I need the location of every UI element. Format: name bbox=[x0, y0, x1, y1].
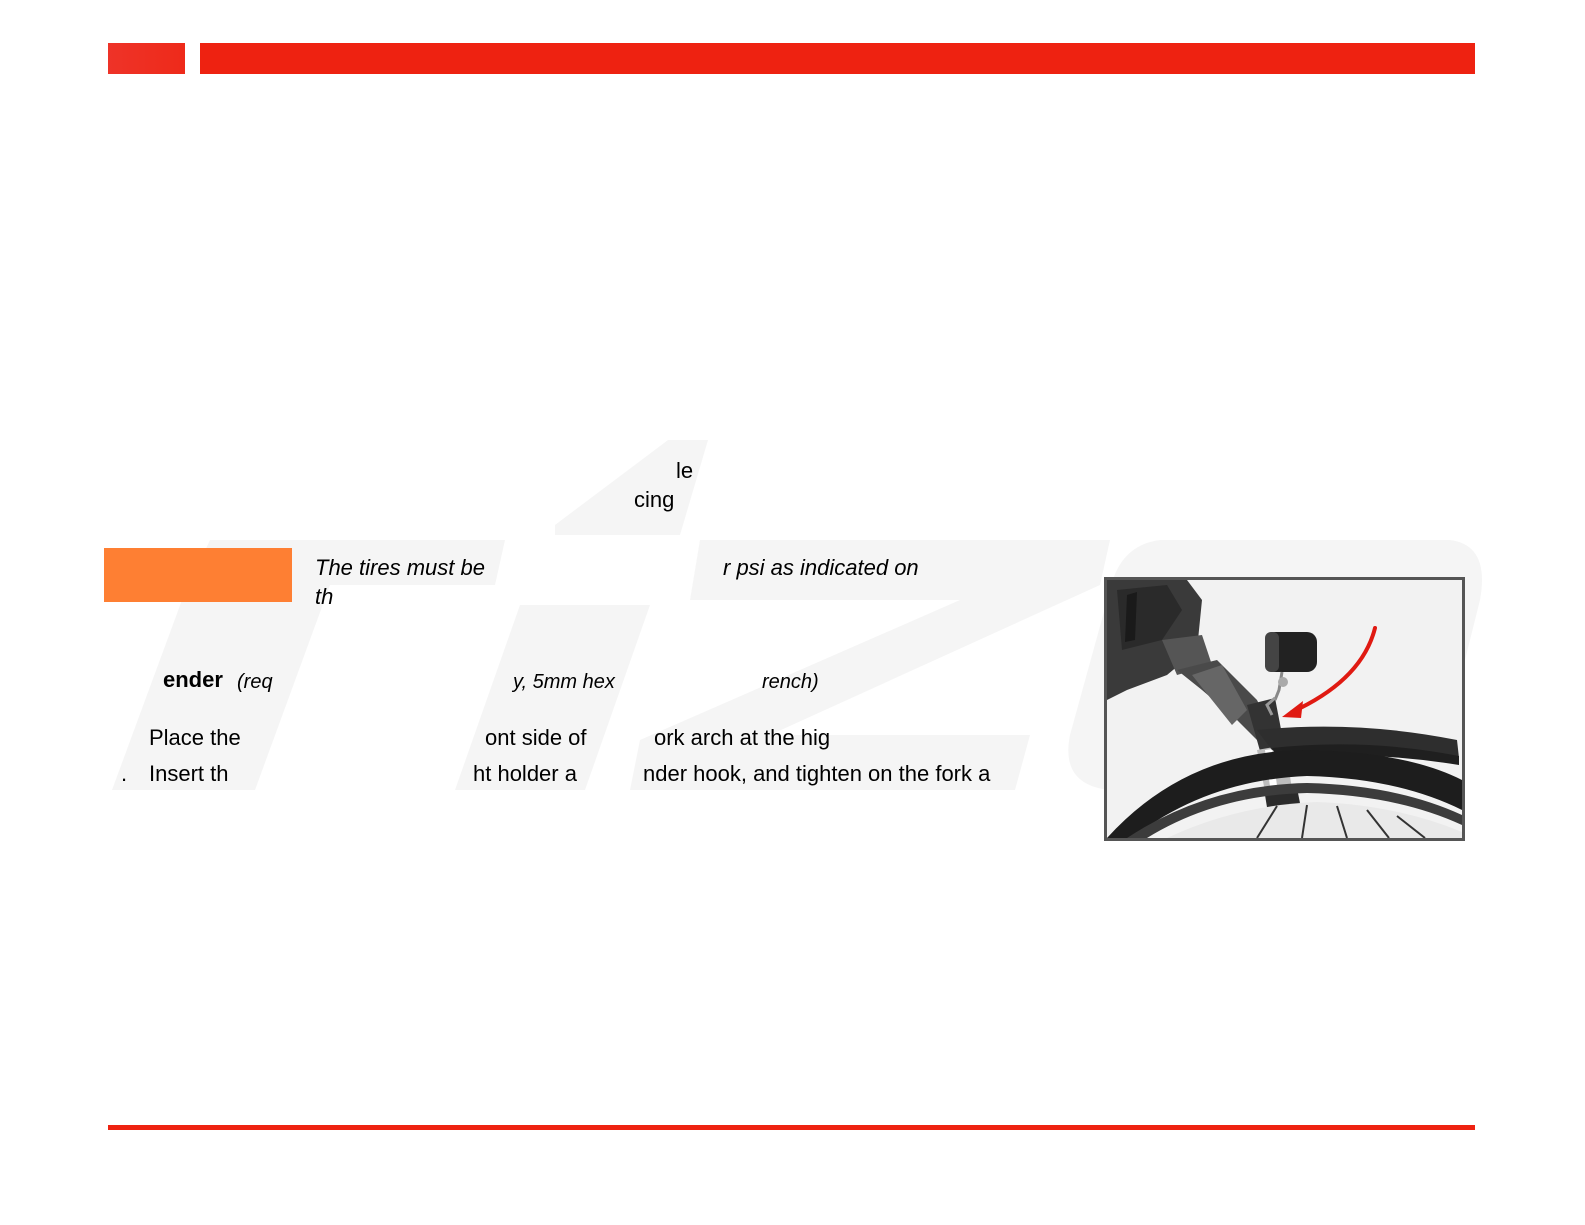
section-heading: ender bbox=[163, 667, 223, 692]
step-2-part-3: nder hook, and tighten on the fork a bbox=[643, 761, 991, 786]
intro-text-line-1: le bbox=[676, 458, 694, 483]
warning-text-part-1: The tires must be bbox=[315, 555, 485, 580]
warning-text-part-2: r psi as indicated on bbox=[723, 555, 919, 580]
step-1-part-2: ont side of bbox=[485, 725, 587, 750]
step-1-part-1: Place the bbox=[149, 725, 241, 750]
section-heading-tools-part-1: y, 5mm hex bbox=[513, 671, 615, 693]
warning-text-line-2: th bbox=[315, 584, 334, 609]
fender-install-photo bbox=[1104, 577, 1465, 841]
warning-label-box bbox=[104, 548, 292, 602]
step-1-part-3: ork arch at the hig bbox=[654, 725, 831, 750]
section-heading-tools-part-2: rench) bbox=[762, 671, 819, 693]
intro-text-line-2: cing bbox=[634, 487, 675, 512]
step-2-number: . bbox=[121, 761, 128, 786]
step-2-part-2: ht holder a bbox=[473, 761, 577, 786]
footer-rule bbox=[108, 1125, 1475, 1130]
step-2-part-1: Insert th bbox=[149, 761, 229, 786]
section-heading-requirements: (req bbox=[237, 671, 273, 693]
fork-fender-illustration bbox=[1107, 580, 1462, 838]
